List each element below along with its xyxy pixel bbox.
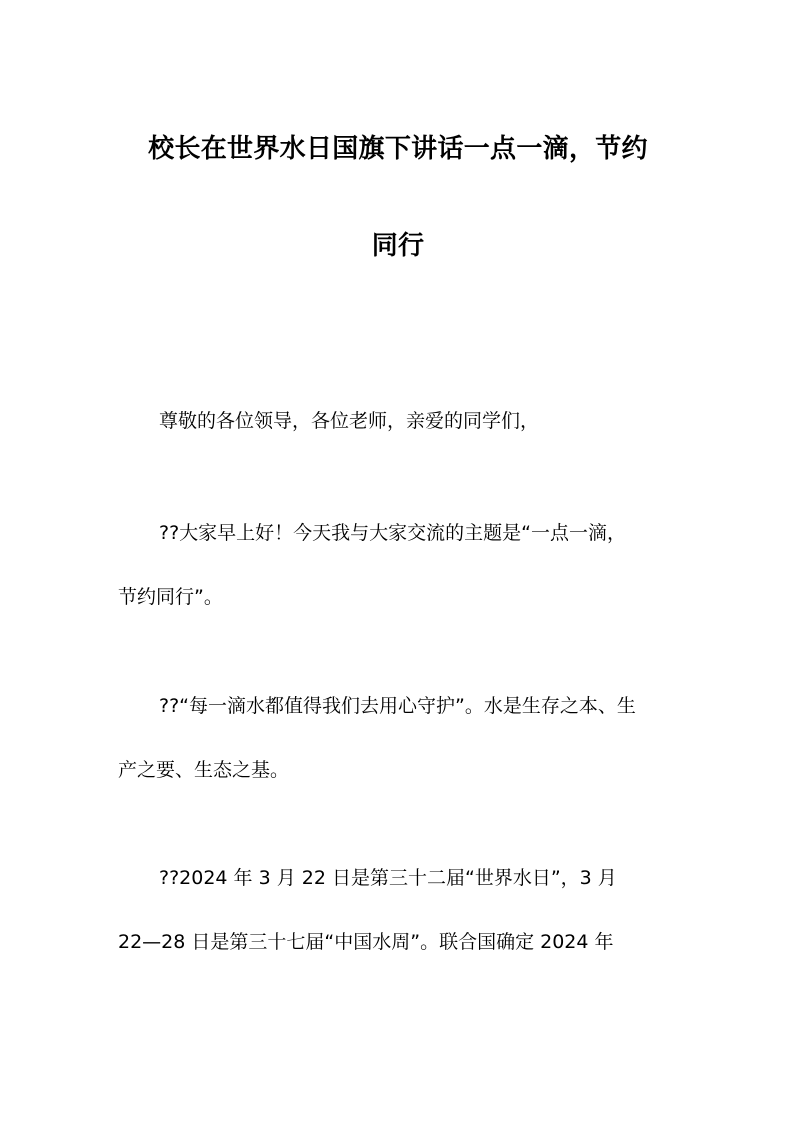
paragraph-date-line-1: ??2024 年 3 月 22 日是第三十二届“世界水日”，3 月 [159,867,617,889]
document-title-line-2: 同行 [371,231,425,261]
paragraph-water-line-1: ??“每一滴水都值得我们去用心守护”。水是生存之本、生 [159,695,636,717]
document-title-line-1: 校长在世界水日国旗下讲话一点一滴，节约 [148,134,648,164]
paragraph-greeting-line-1: ??大家早上好！今天我与大家交流的主题是“一点一滴， [159,522,627,544]
paragraph-water-line-2: 产之要、生态之基。 [118,759,290,781]
paragraph-greeting-line-2: 节约同行”。 [118,586,223,608]
salutation-paragraph: 尊敬的各位领导，各位老师，亲爱的同学们， [159,410,540,432]
paragraph-date-line-2: 22—28 日是第三十七届“中国水周”。联合国确定 2024 年 [118,931,614,953]
